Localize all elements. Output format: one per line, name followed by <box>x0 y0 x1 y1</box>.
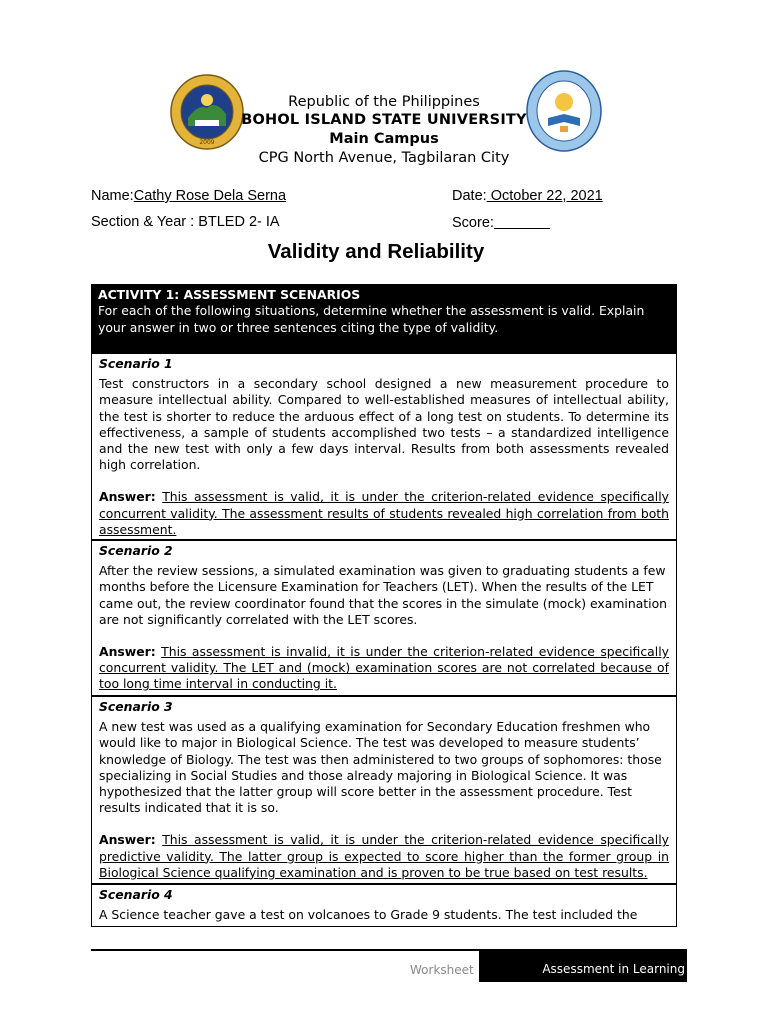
answer-text: This assessment is invalid, it is under the criterion-related evidence specifically concurrent validity. The LET and (mock) examination scores are not correlated because of too long time interval in conducting it. <box>99 644 669 692</box>
score-blank <box>494 214 550 229</box>
footer-course-label: Assessment in Learning <box>479 950 687 982</box>
scenario-3 <box>91 696 677 884</box>
name-label: Name: <box>91 188 134 204</box>
footer-worksheet-label: Worksheet <box>410 963 474 977</box>
scenario-title: Scenario 4 <box>99 887 173 902</box>
header-republic: Republic of the Philippines <box>288 94 480 110</box>
date-value: October 22, 2021 <box>486 188 603 204</box>
header-address: CPG North Avenue, Tagbilaran City <box>258 150 510 166</box>
scenario-2 <box>91 540 677 696</box>
scenario-title: Scenario 2 <box>99 543 173 558</box>
score-label: Score: <box>452 215 494 231</box>
header-university: BOHOL ISLAND STATE UNIVERSITY <box>241 112 527 128</box>
activity-header <box>91 284 677 353</box>
scenario-title: Scenario 1 <box>99 356 173 371</box>
section-value: BTLED 2- IA <box>198 214 280 230</box>
answer-text: This assessment is valid, it is under the criterion-related evidence specifically predictive validity. The latter group is expected to score higher than the former group in Biological Science qualifying examination and is proven to be true based on test results. <box>99 832 669 880</box>
date-label: Date: <box>452 188 487 204</box>
scenario-title: Scenario 3 <box>99 699 173 714</box>
score-field <box>452 214 550 231</box>
document-title: Validity and Reliability <box>267 240 485 263</box>
activity-instructions: For each of the following situations, determine whether the assessment is valid. Explain your answer in two or three sentences citing the type of validity. <box>98 303 645 335</box>
section-field <box>91 214 280 230</box>
answer-label: Answer: <box>99 644 156 660</box>
scenario-answer <box>99 832 669 881</box>
scenario-body: After the review sessions, a simulated examination was given to graduating students a few months before the Licensure Examination for Teachers (LET). When the results of the LET came out, the review coordinator found that the scores in the simulate (mock) examination are not significantly correlated with the LET scores. <box>99 563 668 627</box>
name-field <box>91 188 286 204</box>
date-field <box>452 188 603 204</box>
answer-text: This assessment is valid, it is under the criterion-related evidence specifically concurrent validity. The assessment results of students revealed high correlation from both assessment. <box>99 489 669 537</box>
scenario-1 <box>91 353 677 540</box>
answer-label: Answer: <box>99 489 156 505</box>
scenario-answer <box>99 489 669 538</box>
answer-label: Answer: <box>99 832 156 848</box>
section-label: Section & Year : <box>91 214 199 230</box>
scenario-body: A Science teacher gave a test on volcanoes to Grade 9 students. The test included the <box>99 907 638 923</box>
header-campus: Main Campus <box>329 131 439 147</box>
activity-title: ACTIVITY 1: ASSESSMENT SCENARIOS <box>98 287 361 302</box>
scenario-answer <box>99 644 669 693</box>
scenario-4 <box>91 884 677 927</box>
svg-text:2009: 2009 <box>199 139 215 146</box>
scenario-body: A new test was used as a qualifying examination for Secondary Education freshmen who would like to major in Biological Science. The test was developed to measure students’ knowledge of Biology. The test was then administered to two groups of sophomores: those specializing in Social Studies and those already majoring in Biological Science. It was hypothesized that the latter group will score better in the assessment procedure. Test results indicated that it is so. <box>99 719 662 816</box>
scenario-body: Test constructors in a secondary school designed a new measurement procedure to measure intellectual ability. Compared to well-established measures of intellectual ability, the test is shorter to reduce the arduous effect of a long test on students. To determine its effectiveness, a sample of students accomplished two tests – a standardized intelligence and the new test with only a few days interval. Results from both assessments revealed high correlation. <box>99 376 669 473</box>
name-value: Cathy Rose Dela Serna <box>133 188 287 204</box>
